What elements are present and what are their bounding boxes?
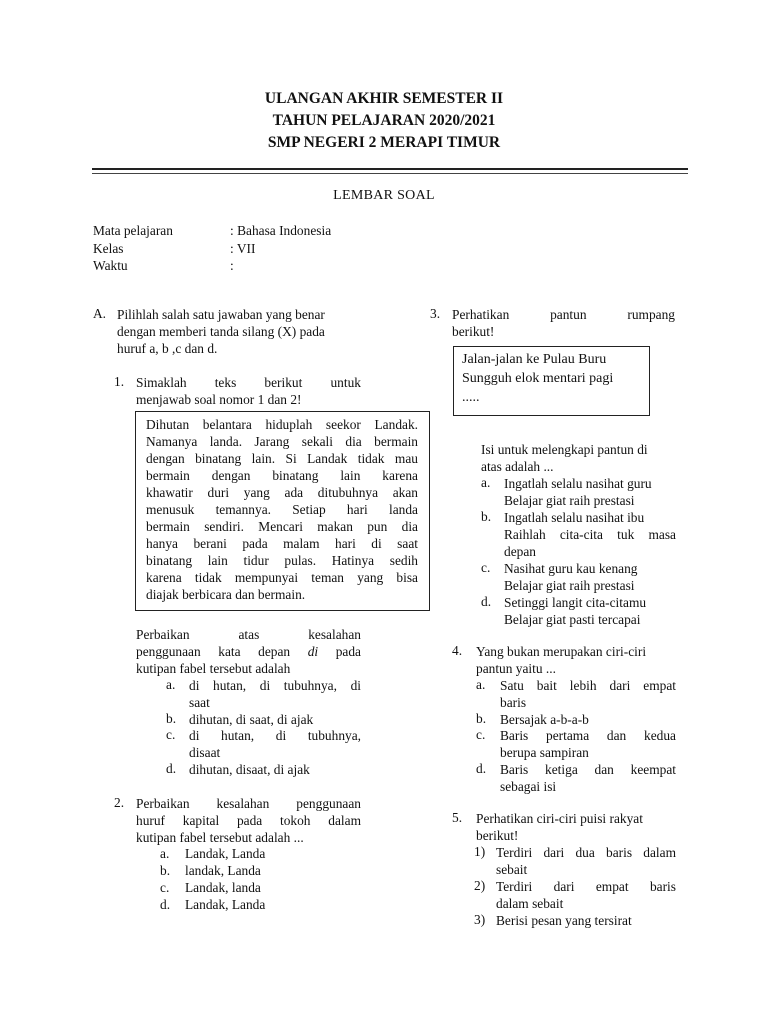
q1-question — [136, 626, 361, 677]
q1-option-b-letter[interactable]: b. — [166, 711, 177, 726]
prompt-line: Yang bukan merupakan ciri-ciri — [476, 644, 647, 659]
option-line: Bersajak a-b-a-b — [500, 712, 589, 727]
option-line: disaat — [189, 745, 221, 760]
q4-option-b[interactable] — [500, 711, 676, 728]
sheet-title: LEMBAR SOAL — [333, 188, 435, 203]
q3-option-d[interactable] — [504, 594, 676, 628]
q3-pantun — [462, 350, 645, 407]
item-line: Terdiri dari empat baris — [496, 879, 676, 894]
q2-options — [160, 845, 360, 913]
time-label: Waktu — [93, 258, 128, 273]
passage-line: khawatir duri yang ada ditubuhnya akan — [146, 485, 418, 500]
q4-option-b-letter[interactable]: b. — [476, 711, 487, 726]
q2-option-a[interactable] — [160, 845, 360, 862]
pantun-line: ..... — [462, 390, 480, 405]
option-line: dihutan, di saat, di ajak — [189, 712, 314, 727]
prompt-line: Perbaikan kesalahan penggunaan — [136, 796, 361, 811]
header-divider-thin — [92, 173, 688, 174]
pantun-line: Jalan-jalan ke Pulau Buru — [462, 352, 607, 367]
passage-line: binatang lain tidur pulas. Hatinya sedih — [146, 553, 418, 568]
q5-item-2-number: 2) — [474, 878, 486, 893]
question-text: pada — [318, 644, 361, 659]
q1-option-c[interactable] — [189, 727, 361, 761]
q5-item-1-number: 1) — [474, 844, 486, 859]
passage-line: bermain sendiri. Mencari makan pun dia — [146, 519, 418, 534]
class-value: : VII — [230, 240, 256, 256]
q5-item-3 — [496, 912, 676, 929]
option-letter: c. — [160, 880, 170, 895]
instruction-line: Pilihlah salah satu jawaban yang benar — [117, 307, 325, 322]
q1-option-b[interactable] — [189, 711, 361, 728]
q3-stem — [481, 441, 676, 475]
option-line: Nasihat guru kau kenang — [504, 561, 638, 576]
q2-number: 2. — [114, 795, 125, 810]
option-line: baris — [500, 695, 527, 710]
q4-option-c[interactable] — [500, 727, 676, 761]
q5-number: 5. — [452, 810, 463, 825]
option-line: berupa sampiran — [500, 745, 589, 760]
header-divider-thick — [92, 168, 688, 170]
option-line: depan — [504, 544, 536, 559]
option-letter: b. — [160, 863, 171, 878]
stem-line: atas adalah ... — [481, 459, 554, 474]
option-line: dihutan, disaat, di ajak — [189, 762, 310, 777]
q4-option-d[interactable] — [500, 761, 676, 795]
q5-prompt — [476, 810, 676, 844]
prompt-line: Simaklah teks berikut untuk — [136, 375, 361, 390]
q4-option-c-letter[interactable]: c. — [476, 727, 486, 742]
q4-prompt — [476, 643, 676, 677]
q2-option-b[interactable] — [160, 862, 360, 879]
subject-value: : Bahasa Indonesia — [230, 223, 332, 238]
passage-line: Namanya landa. Jarang sekali dia bermain — [146, 434, 418, 449]
option-line: Raihlah cita-cita tuk masa — [504, 527, 676, 542]
prompt-line: menjawab soal nomor 1 dan 2! — [136, 392, 302, 407]
option-line: Satu bait lebih dari empat — [500, 678, 676, 693]
item-line: Terdiri dari dua baris dalam — [496, 845, 676, 860]
q3-prompt — [452, 306, 675, 340]
meta-values — [230, 222, 430, 275]
instruction-line: huruf a, b ,c dan d. — [117, 341, 218, 356]
passage-line: dengan binatang lain. Si Landak tidak mau — [146, 451, 418, 466]
q5-item-2 — [496, 878, 676, 912]
option-line: sebagai isi — [500, 779, 557, 794]
q2-prompt — [136, 795, 361, 846]
q1-passage — [146, 416, 418, 603]
passage-line: hanya berani pada malam hari di saat — [146, 536, 418, 551]
academic-year: TAHUN PELAJARAN 2020/2021 — [272, 112, 496, 129]
class-label: Kelas — [93, 240, 124, 256]
q4-option-a[interactable] — [500, 677, 676, 711]
q3-option-a[interactable] — [504, 475, 676, 509]
q3-option-b[interactable] — [504, 509, 676, 560]
prompt-line: pantun yaitu ... — [476, 661, 556, 676]
passage-line: menusuk temannya. Setiap hari landa — [146, 502, 418, 517]
q1-prompt — [136, 374, 361, 408]
question-emphasis: di — [307, 644, 319, 659]
option-line: Belajar giat pasti tercapai — [504, 612, 641, 627]
option-line: Baris ketiga dan keempat — [500, 762, 676, 777]
option-line: Baris pertama dan kedua — [500, 728, 676, 743]
meta-labels — [93, 222, 233, 275]
q5-item-1 — [496, 844, 676, 878]
q3-option-b-letter[interactable]: b. — [481, 509, 492, 524]
q1-option-a[interactable] — [189, 677, 361, 711]
option-line: Setinggi langit cita-citamu — [504, 595, 647, 610]
option-line: Belajar giat raih prestasi — [504, 493, 635, 508]
q2-option-d[interactable] — [160, 896, 360, 913]
question-line — [136, 643, 361, 660]
question-line: kutipan fabel tersebut adalah — [136, 661, 291, 676]
section-a-letter: A. — [93, 306, 107, 321]
item-line: Berisi pesan yang tersirat — [496, 913, 632, 928]
prompt-line: Perhatikan ciri-ciri puisi rakyat — [476, 811, 643, 826]
q1-number: 1. — [114, 374, 125, 389]
prompt-line: berikut! — [452, 324, 495, 339]
subject-label: Mata pelajaran — [93, 223, 173, 238]
q4-number: 4. — [452, 643, 463, 658]
time-value: : — [230, 258, 234, 273]
option-text: Landak, Landa — [185, 897, 266, 912]
prompt-line: Perhatikan pantun rumpang — [452, 307, 675, 322]
option-line: di hutan, di tubuhnya, di — [189, 678, 361, 693]
prompt-line: huruf kapital pada tokoh dalam — [136, 813, 361, 828]
q3-number: 3. — [430, 306, 441, 321]
option-text: Landak, Landa — [185, 846, 266, 861]
passage-line: karena tidak mempunyai teman yang bisa — [146, 570, 418, 585]
q5-item-3-number: 3) — [474, 912, 486, 927]
item-line: dalam sebait — [496, 896, 564, 911]
stem-line: Isi untuk melengkapi pantun di — [481, 442, 648, 457]
q1-option-c-letter[interactable]: c. — [166, 727, 176, 742]
passage-line: diajak berbicara dan bermain. — [146, 587, 306, 602]
option-letter: d. — [160, 897, 171, 912]
section-a-instructions — [117, 306, 367, 357]
q1-option-d-letter[interactable]: d. — [166, 761, 177, 776]
q3-option-c-letter[interactable]: c. — [481, 560, 491, 575]
passage-line: Dihutan belantara hiduplah seekor Landak. — [146, 417, 418, 432]
passage-line: bermain dengan binatang lain karena — [146, 468, 418, 483]
prompt-line: berikut! — [476, 828, 519, 843]
option-letter: a. — [160, 846, 170, 861]
option-line: Ingatlah selalu nasihat ibu — [504, 510, 645, 525]
item-line: sebait — [496, 862, 528, 877]
instruction-line: dengan memberi tanda silang (X) pada — [117, 324, 325, 339]
option-text: Landak, landa — [185, 880, 261, 895]
option-line: Ingatlah selalu nasihat guru — [504, 476, 652, 491]
q4-option-d-letter[interactable]: d. — [476, 761, 487, 776]
question-line: Perbaikan atas kesalahan — [136, 627, 361, 642]
option-line: saat — [189, 695, 210, 710]
option-line: di hutan, di tubuhnya, — [189, 728, 361, 743]
exam-title: ULANGAN AKHIR SEMESTER II — [264, 90, 504, 107]
q1-option-a-letter[interactable]: a. — [166, 677, 176, 692]
q3-option-c[interactable] — [504, 560, 676, 594]
question-text: penggunaan kata depan — [136, 644, 308, 659]
q3-option-d-letter[interactable]: d. — [481, 594, 492, 609]
prompt-line: kutipan fabel tersebut adalah ... — [136, 830, 304, 845]
q3-option-a-letter[interactable]: a. — [481, 475, 491, 490]
option-text: landak, Landa — [185, 863, 261, 878]
school-name: SMP NEGERI 2 MERAPI TIMUR — [267, 134, 501, 151]
pantun-line: Sungguh elok mentari pagi — [462, 371, 614, 386]
q1-option-d[interactable] — [189, 761, 361, 778]
option-line: Belajar giat raih prestasi — [504, 578, 635, 593]
q4-option-a-letter[interactable]: a. — [476, 677, 486, 692]
q2-option-c[interactable] — [160, 879, 360, 896]
